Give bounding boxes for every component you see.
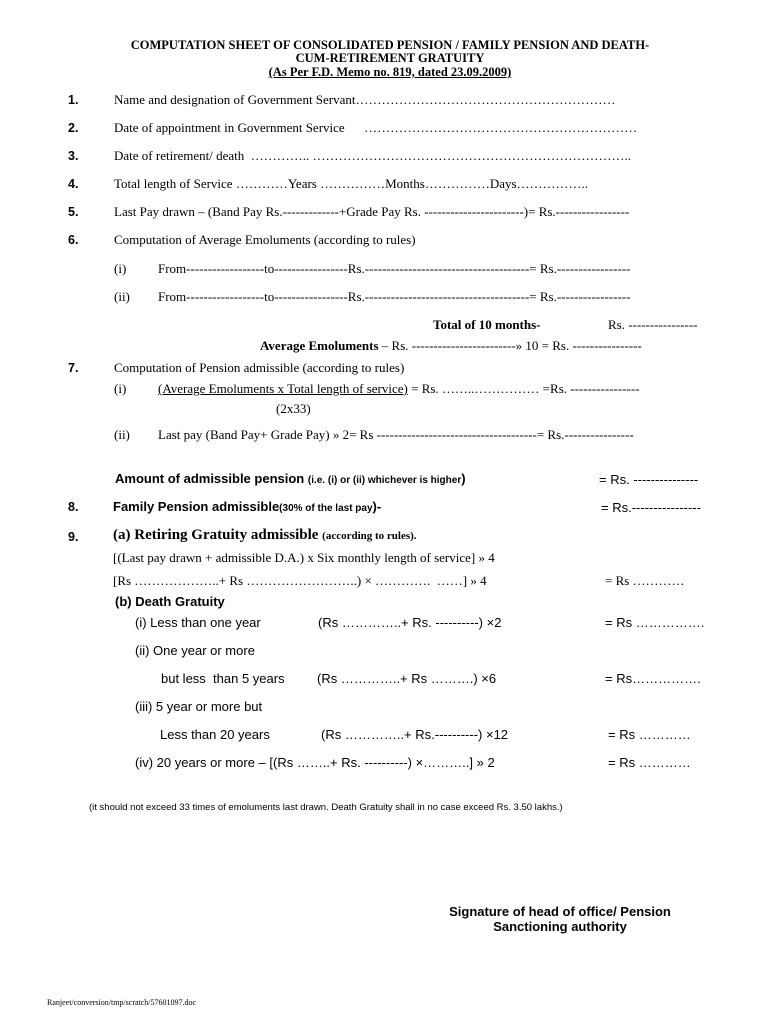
item-number-2: 2.: [68, 121, 79, 135]
death-gratuity-i-value: = Rs …………….: [605, 615, 705, 630]
footnote: (it should not exceed 33 times of emoluments last drawn. Death Gratuity shall in no case exceed Rs. 3.50 lakhs.): [89, 802, 563, 813]
title-line-1: COMPUTATION SHEET OF CONSOLIDATED PENSION / FAMILY PENSION AND DEATH-: [130, 38, 650, 52]
average-emoluments-label: Average Emoluments: [260, 338, 379, 353]
death-gratuity-i-label: (i) Less than one year: [135, 615, 261, 630]
family-pension-note: (30% of the last pay: [279, 503, 373, 514]
retiring-gratuity-formula-1: [(Last pay drawn + admissible D.A.) x Six monthly length of service] » 4: [113, 550, 495, 565]
item-6-sub-i-label: (i): [114, 261, 127, 276]
item-6-sub-ii-label: (ii): [114, 289, 130, 304]
title-line-2: CUM-RETIREMENT GRATUITY: [295, 51, 485, 65]
pension-formula-rest: = Rs. ……..…………… =Rs. ----------------: [407, 381, 640, 396]
item-number-9: 9.: [68, 530, 79, 544]
item-number-5: 5.: [68, 205, 79, 219]
death-gratuity-iii-label-2: Less than 20 years: [160, 727, 270, 742]
item-4-text: Total length of Service …………Years ……………Months……………Days……………..: [114, 176, 589, 191]
death-gratuity-ii-label-2: but less than 5 years: [161, 671, 285, 686]
file-path: Ranjeet/conversion/tmp/scratch/57601097.doc: [47, 998, 197, 1007]
pension-formula-numerator: (Average Emoluments x Total length of service): [158, 381, 408, 396]
death-gratuity-label: (b) Death Gratuity: [115, 594, 225, 609]
item-6-text: Computation of Average Emoluments (according to rules): [114, 232, 416, 247]
signature-line-2: Sanctioning authority: [493, 919, 627, 934]
item-5-text: Last Pay drawn – (Band Pay Rs.-------------+Grade Pay Rs. -----------------------)= Rs.-----------------: [114, 204, 630, 219]
pension-formula-denominator: (2x33): [276, 401, 311, 416]
family-pension-close: )-: [372, 499, 382, 514]
item-number-8: 8.: [68, 500, 79, 514]
item-6-sub-i-text: From------------------to-----------------Rs.--------------------------------------= Rs.-----------------: [158, 261, 631, 276]
item-number-3: 3.: [68, 149, 79, 163]
death-gratuity-ii-label: (ii) One year or more: [135, 643, 255, 658]
death-gratuity-iii-value: = Rs …………: [608, 727, 691, 742]
family-pension-label: Family Pension admissible: [113, 499, 280, 514]
retiring-gratuity-value: = Rs …………: [605, 573, 685, 588]
death-gratuity-ii-calc: (Rs …………..+ Rs ……….) ×6: [317, 671, 497, 686]
retiring-gratuity-label: (a) Retiring Gratuity admissible: [113, 527, 323, 543]
total-label: Total of 10 months-: [433, 317, 541, 332]
retiring-gratuity-formula-2: [Rs ………………..+ Rs ……………………..) × …………. ……] » 4: [113, 573, 487, 588]
death-gratuity-iv-value: = Rs …………: [608, 755, 691, 770]
admissible-pension-note: (i.e. (i) or (ii) whichever is higher: [307, 475, 462, 486]
signature-line-1: Signature of head of office/ Pension: [449, 904, 671, 919]
total-value: Rs. ----------------: [608, 317, 698, 332]
item-number-4: 4.: [68, 177, 79, 191]
item-7-text: Computation of Pension admissible (according to rules): [114, 360, 405, 375]
item-number-6: 6.: [68, 233, 79, 247]
item-6-sub-ii-text: From------------------to-----------------Rs.--------------------------------------= Rs.-----------------: [158, 289, 631, 304]
death-gratuity-iii-label: (iii) 5 year or more but: [135, 699, 263, 714]
item-number-1: 1.: [68, 93, 79, 107]
item-7-sub-ii-text: Last pay (Band Pay+ Grade Pay) » 2= Rs -------------------------------------= Rs.----------------: [158, 427, 634, 442]
item-3-text: Date of retirement/ death ………….. ………………………………………………………………..: [114, 148, 632, 163]
item-7-sub-i-label: (i): [114, 381, 127, 396]
death-gratuity-ii-value: = Rs…………….: [605, 671, 701, 686]
average-emoluments-formula: – Rs. ------------------------» 10 = Rs. ----------------: [378, 338, 642, 353]
death-gratuity-i-calc: (Rs …………..+ Rs. ----------) ×2: [318, 615, 502, 630]
item-2-text: Date of appointment in Government Service ………………………………………………………: [114, 120, 638, 135]
item-1-text: Name and designation of Government Servant……………………………………………………: [114, 92, 616, 107]
retiring-gratuity-note: (according to rules).: [322, 530, 417, 542]
admissible-pension-label: Amount of admissible pension: [115, 471, 308, 486]
item-number-7: 7.: [68, 361, 79, 375]
item-7-sub-ii-label: (ii): [114, 427, 130, 442]
admissible-pension-close: ): [461, 471, 466, 486]
family-pension-value: = Rs.----------------: [601, 500, 701, 515]
memo-reference: (As Per F.D. Memo no. 819, dated 23.09.2009): [268, 65, 512, 79]
admissible-pension-value: = Rs. ---------------: [599, 472, 699, 487]
death-gratuity-iv-text: (iv) 20 years or more – [(Rs ……..+ Rs. ----------) ×………..] » 2: [135, 755, 495, 770]
death-gratuity-iii-calc: (Rs …………..+ Rs.----------) ×12: [321, 727, 509, 742]
